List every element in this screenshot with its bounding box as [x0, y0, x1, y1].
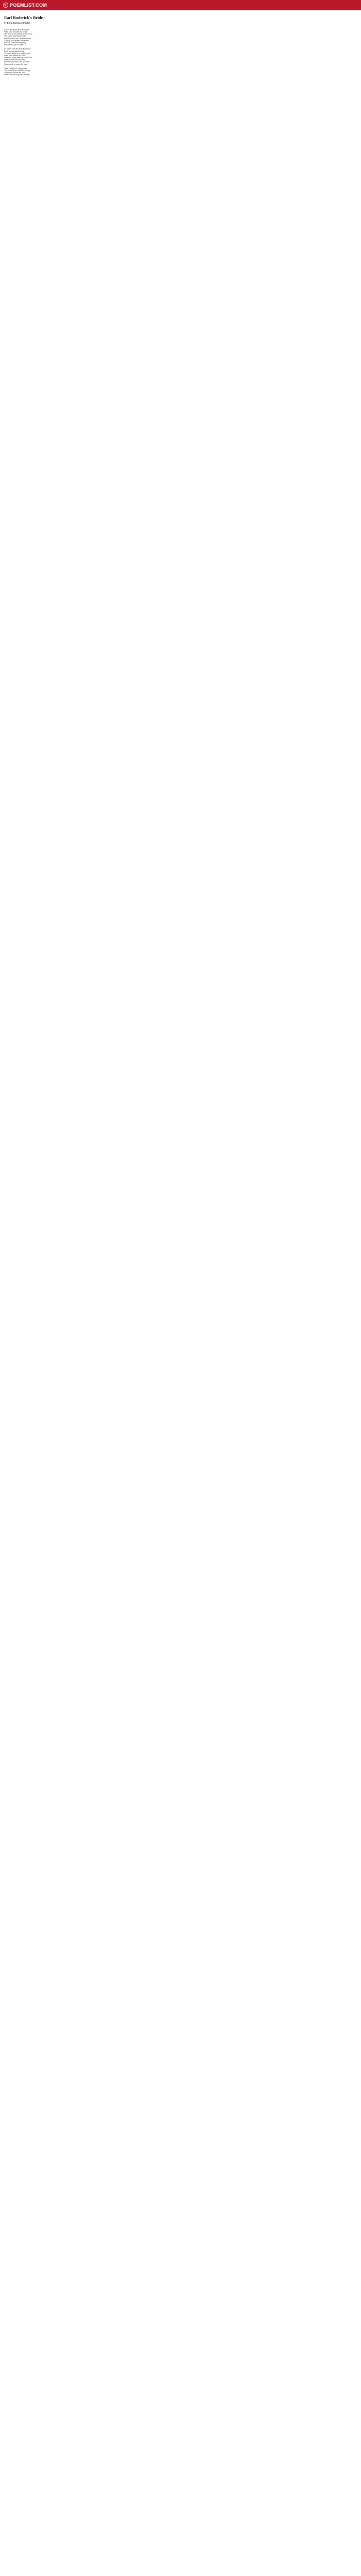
- site-logo[interactable]: [3, 3, 47, 8]
- poem-line: To none spoke he a single word: [4, 52, 30, 55]
- poem-line: Who rode towards the south,: [4, 30, 28, 33]
- site-logo-text: POEMLIST.COM: [10, 3, 47, 8]
- poem-line: So on he rode the Earl Roderick: [4, 47, 31, 50]
- poem-author[interactable]: Dora Sigerson Shorter: [7, 22, 30, 24]
- poem-line: Then flung he to the groom: [4, 66, 27, 70]
- poem-stanza: [4, 29, 361, 46]
- site-header-bar: [0, 0, 361, 10]
- poem-line: Came forth to open the gate.: [4, 62, 28, 65]
- byline-by-label: by: [4, 22, 7, 24]
- poem-line: Where waited a goodly throng.: [4, 73, 30, 76]
- poem-line: Until he reached the sea;: [4, 49, 25, 53]
- poem-line: And went within the hall: [4, 71, 25, 74]
- poem-line: Where the bride did wait,: [4, 58, 25, 61]
- poem-line: All gay with plume and spear;: [4, 39, 29, 42]
- poem-byline: [4, 22, 361, 25]
- poem-line: But not a one did he bring: [4, 41, 26, 44]
- poem-content: [0, 10, 361, 76]
- poem-title: Earl Roderick's Bride -: [4, 15, 45, 20]
- poem-line: The frown was heavy on his brow,: [4, 32, 33, 36]
- poem-line: Behind him rode a hundred men: [4, 37, 31, 40]
- poem-line: He blew his horn, and the men: [4, 60, 29, 63]
- poem-line: It was the Black Earl Roderick: [4, 28, 30, 31]
- poem-stanza: [4, 67, 361, 76]
- poem-line: The reins of his steed so strong;: [4, 69, 30, 72]
- poem-line: The sneer upon his mouth;: [4, 35, 26, 38]
- poem-line: His weary way to cheer.: [4, 43, 24, 46]
- poem-stanza: [4, 48, 361, 65]
- poem-line: Who rode beside his knee.: [4, 54, 26, 57]
- poem-body: [4, 29, 361, 76]
- poemlist-logo-icon: [3, 3, 8, 8]
- poem-line: When he came near the castle old,: [4, 56, 32, 59]
